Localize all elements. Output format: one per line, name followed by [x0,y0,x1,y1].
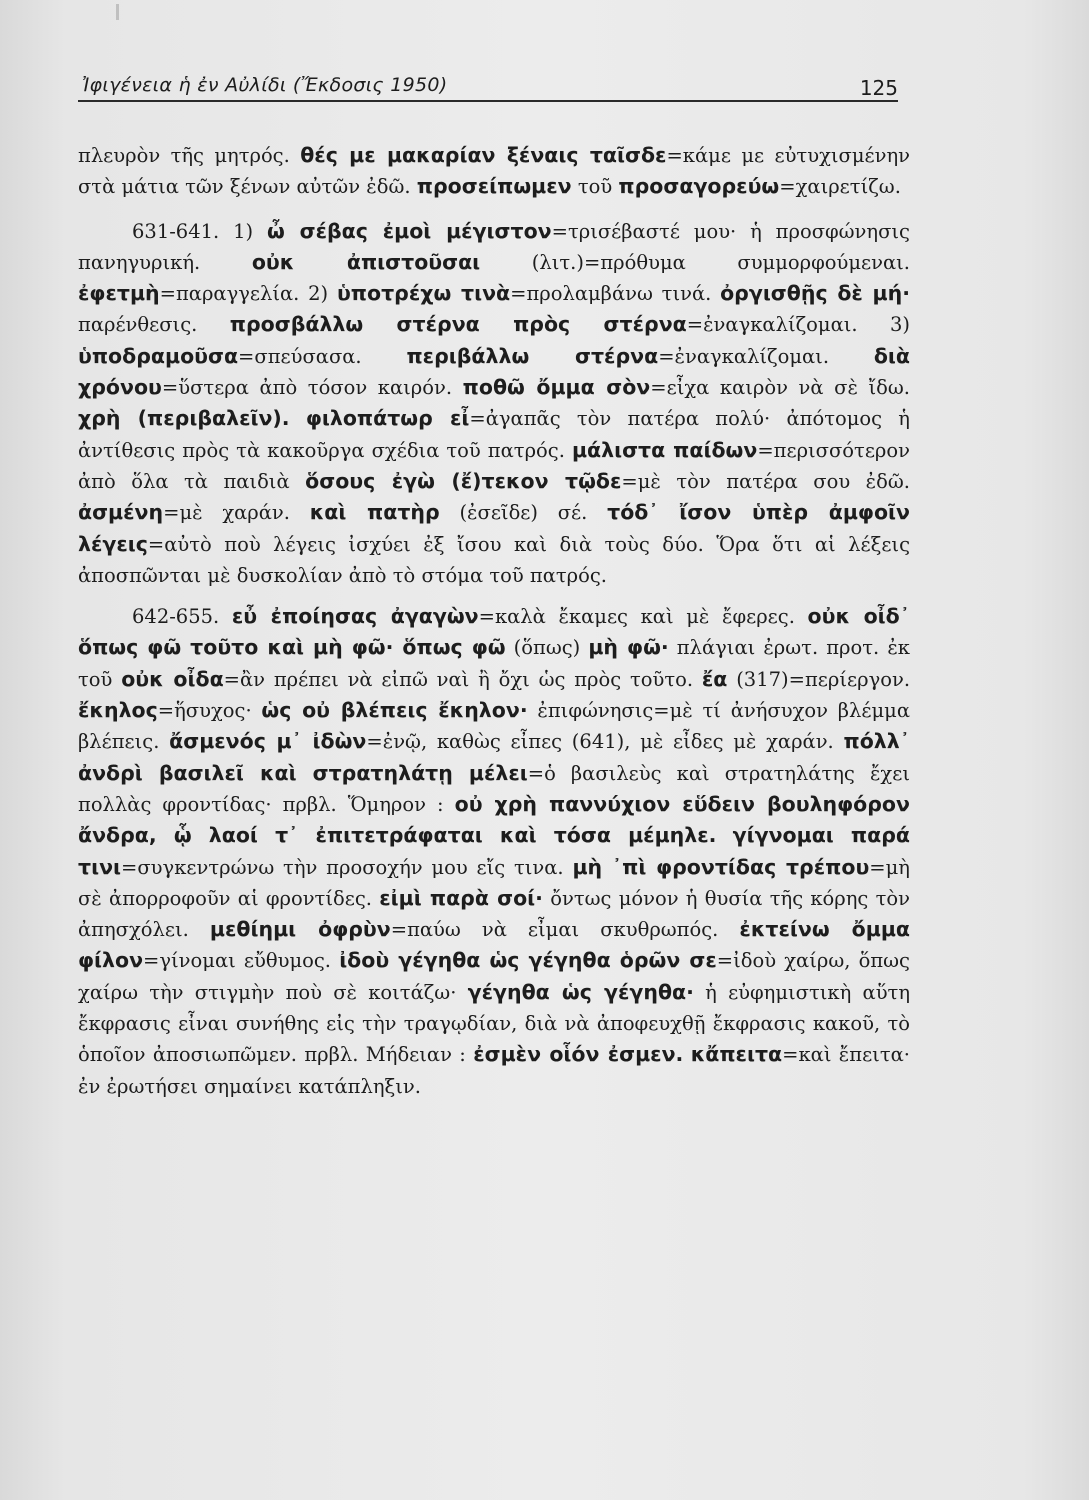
greek-term: εὖ ἐποίησας ἀγαγὼν [231,604,479,629]
greek-term: γέγηθα ὡς γέγηθα· [467,979,694,1004]
text-segment: =προλαμβάνω τινά. [510,282,712,306]
text-segment: =εἶχα καιρὸν νὰ σὲ ἴδω. [650,376,910,400]
text-segment: (λιτ.)=πρόθυμα συμμορφούμεναι. [531,250,910,274]
greek-term: οὐκ οἶδα [121,666,224,691]
greek-term: ὡς οὐ βλέπεις ἔκηλον· [261,698,528,723]
greek-term: εἰμὶ παρὰ σοί· [379,885,543,910]
greek-term: ἐσμὲν οἷόν ἐσμεν. [473,1042,684,1067]
greek-term: ἰδοὺ γέγηθα ὡς γέγηθα ὁρῶν σε [339,948,717,973]
text-segment: =παύω νὰ εἶμαι σκυθρωπός. [390,918,719,942]
greek-term: οὐκ ἀπιστοῦσαι [251,249,481,274]
greek-term: οὐ χρὴ παννύχιον εὕδειν βουληφόρον ἄνδρα, ᾧ λαοί τ᾽ ἐπιτετράφαται καὶ τόσα μέμηλε. [78,791,910,848]
greek-term: ἐκτείνω ὄμμα φίλον [78,917,910,973]
paragraph-gap [78,591,910,601]
page-number: 125 [859,76,898,100]
greek-term: μάλιστα παίδων [571,437,758,462]
greek-term: προσείπωμεν [416,174,572,199]
text-segment: =χαιρετίζω. [779,175,901,199]
text-segment: =αὐτὸ ποὺ λέγεις ἰσχύει ἐξ ἴσου καὶ διὰ τοὺς δύο. Ὅρα ὅτι αἱ λέξεις ἀποσπῶνται μὲ δυσκολίαν ἀπὸ τὸ στόμα τοῦ πατρός. [78,532,910,587]
scan-mark [116,4,119,20]
paragraph-642-655 [78,601,910,1102]
text-segment: =ὕστερα ἀπὸ τόσον καιρόν. [161,376,453,400]
text-segment: =ἐναγκαλίζομαι. 3) [686,313,911,337]
page-header [78,70,898,102]
text-segment: =μὲ τὸν πατέρα σου ἐδῶ. [621,469,910,493]
greek-term: ἄσμενός μ᾽ ἰδὼν [169,729,367,754]
line-reference: 642-655. [132,605,220,629]
greek-term: ἀσμένη [78,500,164,525]
greek-term: περιβάλλω στέρνα [406,343,659,368]
greek-term: ὑποτρέχω τινὰ [336,281,511,306]
greek-term: ὀργισθῇς δὲ μή· [720,281,910,306]
greek-term: φιλοπάτωρ εἶ [305,406,470,431]
text-segment: (ἐσεῖδε) σέ. [459,501,588,525]
greek-term: μὴ ᾽πὶ φροντίδας τρέπου [572,854,870,879]
text-segment: =ἂν πρέπει νὰ εἰπῶ ναὶ ἢ ὄχι ὡς πρὸς τοῦτο. [223,667,694,691]
greek-term: οὐκ οἶδ᾽ ὅπως φῶ τοῦτο καὶ μὴ φῶ· ὅπως φῶ [78,604,910,660]
greek-term: ὅσους ἐγὼ (ἔ)τεκον τῷδε [305,468,622,493]
text-segment: =ἀγαπᾶς τὸν πατέρα πολύ· ἀπότομος ἡ ἀντίθεσις πρὸς τὰ κακοῦργα σχέδια τοῦ πατρός. [78,407,910,462]
greek-term: διὰ χρόνου [78,343,910,400]
greek-term: ἔκηλος [78,698,158,723]
text-segment: =ἐναγκαλίζομαι. [658,344,830,368]
text-segment: ἐπιφώνησις=μὲ τί ἀνήσυχον βλέμμα βλέπεις. [78,699,911,754]
text-segment: =παραγγελία. 2) [159,282,329,306]
text-segment: =καὶ ἔπειτα· ἐν ἐρωτήσει σημαίνει κατάπληξιν. [78,1043,910,1098]
text-segment: =γίνομαι εὔθυμος. [143,949,332,973]
text-segment: =ὁ βασιλεὺς καὶ στρατηλάτης ἔχει πολλὰς φροντίδας· πρβλ. Ὅμηρον : [78,761,910,816]
greek-term: θές με μακαρίαν ξέναις ταῖσδε [300,143,667,167]
greek-term: ὑποδραμοῦσα [78,343,239,368]
greek-term: μὴ φῶ· [588,635,669,660]
paragraph-631-641 [78,216,910,592]
greek-term: ἐφετμὴ [78,281,160,306]
text-segment: =τρισέβαστέ μου· ἡ προσφώνησις πανηγυρική. [78,219,910,274]
line-reference: 631-641. 1) [132,219,254,243]
greek-term: ὦ σέβας ἐμοὶ μέγιστον [266,218,552,243]
greek-term: χρὴ (περιβαλεῖν). [78,406,290,431]
greek-term: πόλλ᾽ ἀνδρὶ βασιλεῖ καὶ στρατηλάτῃ μέλει [78,729,910,785]
text-segment: (ὅπως) [513,636,581,660]
text-segment: =ἐνῷ, καθὼς εἶπες (641), μὲ εἶδες μὲ χαράν. [366,730,834,754]
running-title: Ἰφιγένεια ἡ ἐν Αὐλίδι (Ἔκδοσις 1950) [82,74,448,96]
text-segment: πλάγιαι ἐρωτ. προτ. ἐκ τοῦ [78,636,910,691]
text-segment: τοῦ [577,175,613,199]
greek-term: μεθίημι ὀφρὺν [209,917,391,942]
greek-term: ἔα [701,666,728,691]
text-segment: =συγκεντρώνω τὴν προσοχήν μου εἴς τινα. [121,855,564,879]
text-segment: (317)=περίεργον. [736,667,911,691]
greek-term: γίγνομαι παρά τινι [78,823,910,879]
text-segment: =καλὰ ἔκαμες καὶ μὲ ἔφερες. [478,605,795,629]
text-segment: παρένθεσις. [78,313,198,337]
greek-term: προσαγορεύω [618,174,780,199]
text-segment: ἡ εὐφημιστικὴ αὕτη ἔκφρασις εἶναι συνήθης εἰς τὴν τραγῳδίαν, διὰ νὰ ἀποφευχθῇ ἔκφρασις κακοῦ, τὸ ὁποῖον ἀποσιωπῶμεν. πρβλ. Μήδειαν : [78,980,911,1067]
text-segment: πλευρὸν τῆς μητρός. [78,144,290,167]
greek-term: τόδ᾽ ἴσον ὑπὲρ ἀμφοῖν λέγεις [78,500,911,556]
greek-term: κἄπειτα [690,1042,783,1067]
greek-term: καὶ πατὴρ [309,500,440,525]
text-segment: ὄντως μόνον ἡ θυσία τῆς κόρης τὸν ἀπησχόλει. [78,886,910,942]
text-segment: =περισσότερον ἀπὸ ὅλα τὰ παιδιὰ [78,438,910,493]
text-segment: =μὴ σὲ ἀπορροφοῦν αἱ φροντίδες. [78,855,910,910]
greek-term: ποθῶ ὄμμα σὸν [462,375,651,400]
text-segment: =μὲ χαράν. [163,501,290,525]
paragraph-1 [78,140,910,203]
text-segment: =ἰδοὺ χαίρω, ὅπως χαίρω τὴν στιγμὴν ποὺ σὲ κοιτάζω· [78,949,910,1004]
greek-term: προσβάλλω στέρνα πρὸς στέρνα [229,312,687,337]
commentary-text [78,140,910,1102]
text-segment: =κάμε με εὐτυχισμένην στὰ μάτια τῶν ξένων αὐτῶν ἐδῶ. [78,144,911,199]
paragraph-gap [78,203,910,216]
text-segment: =σπεύσασα. [238,344,362,368]
text-segment: =ἥσυχος· [157,699,252,723]
